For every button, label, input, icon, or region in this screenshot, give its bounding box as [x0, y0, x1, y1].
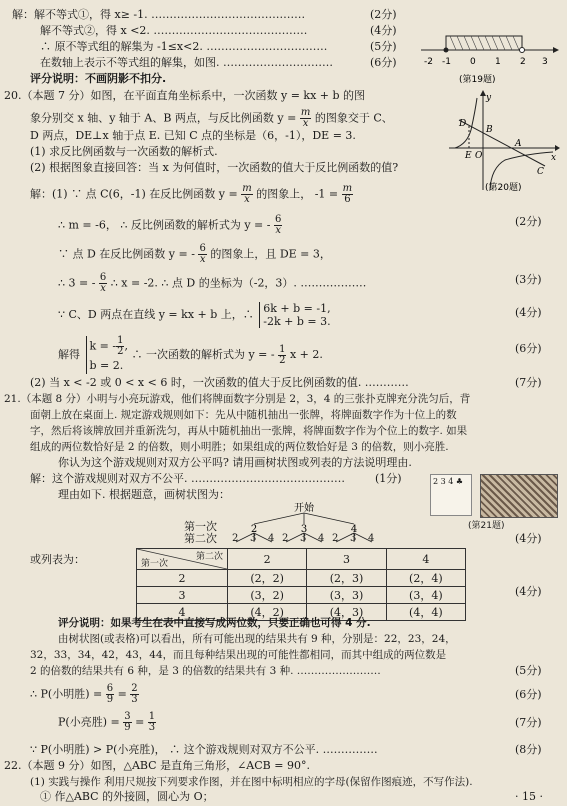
table-row-header: 2 — [137, 570, 228, 587]
probability-xiaoliang: P(小亮胜) = $\frac{3}{9}$ = $\frac{1}{3}$ — [58, 711, 156, 733]
question-22-line-3: ① 作△ABC 的外接圆，圆心为 O； — [40, 790, 214, 803]
score: (3分) — [515, 273, 542, 286]
point-label: D — [459, 119, 467, 129]
figure-caption: (第21题) — [468, 521, 505, 531]
score: (6分) — [370, 56, 397, 69]
point-label: B — [486, 125, 493, 135]
tick-label: -1 — [442, 57, 451, 67]
table-cell: (4，2) — [228, 604, 307, 621]
table-corner-top: 第二次 — [195, 552, 223, 562]
table-cell: (2，3) — [307, 570, 386, 587]
tree-row-label: 第二次 — [184, 532, 217, 545]
table-row — [137, 570, 466, 587]
score: (1分) — [375, 472, 402, 485]
tree-leaf: 4 — [318, 533, 325, 544]
score: (6分) — [515, 688, 542, 701]
solution-20-line-5: ∵ C、D 两点在直线 y = kx + b 上，∴ 6k + b = -1, -2k + b = 3. — [58, 302, 331, 328]
solution-21-conclusion: ∵ P(小明胜) > P(小亮胜)， ∴ 这个游戏规则对双方不公平. …………… — [30, 743, 378, 756]
solution-19-line-2: 解不等式②，得 x <2. …………………………………… — [40, 24, 308, 37]
score: (4分) — [370, 24, 397, 37]
question-21-line-2: 面朝上放在桌面上. 规定游戏规则如下：先从中随机抽出一张牌，将牌面数字作为十位上的数 — [30, 409, 457, 421]
table-cell: (2，2) — [228, 570, 307, 587]
table-cell: (2，4) — [386, 570, 465, 587]
score: (2分) — [515, 215, 542, 228]
tree-leaf: 2 — [232, 533, 239, 544]
tick-label: 0 — [470, 57, 476, 67]
table-header: 4 — [386, 549, 465, 570]
tree-leaf: 4 — [268, 533, 275, 544]
tree-root: 开始 — [294, 503, 314, 514]
tree-row-label: 第一次 — [184, 520, 217, 533]
question-20-part-1: (1) 求反比例函数与一次函数的解析式. — [30, 145, 218, 158]
question-21-line-5: 你认为这个游戏规则对双方公平吗? 请用画树状图或列表的方法说明理由. — [58, 456, 412, 469]
point-label: O — [475, 151, 483, 161]
figure-19-number-line — [415, 28, 560, 90]
table-row — [137, 587, 466, 604]
solution-20-part-2: (2) 当 x < -2 或 0 < x < 6 时，一次函数的值大于反比例函数的值. ………… — [30, 376, 409, 389]
solution-20-line-3: ∵ 点 D 在反比例函数 y = - $\frac{6}{x}$ 的图象上，且 DE = 3， — [58, 243, 331, 265]
point-label: C — [537, 167, 544, 177]
figure-21-cards — [428, 474, 560, 530]
tick-label: -2 — [424, 57, 433, 67]
solution-21-line-3: 由树状图(或表格)可以看出，所有可能出现的结果共有 9 种，分别是：22，23，24， — [58, 633, 456, 645]
scoring-note: 评分说明：如果考生在表中直接写成两位数，只要正确也可得 4 分. — [58, 617, 371, 629]
solution-21-list-intro: 或列表为： — [30, 553, 85, 566]
table-cell: (3，2) — [228, 587, 307, 604]
question-21-line-1: 21.（本题 8 分）小明与小亮玩游戏，他们将牌面数字分别是 2，3，4 的三张扑克牌充分洗匀后，背 — [4, 393, 471, 405]
solution-20-line-1: 解：(1) ∵ 点 C(6，-1) 在反比例函数 y = $\frac{m}{x}$ 的图象上， -1 = $\frac{m}{6}$ — [30, 183, 353, 205]
tree-leaf: 3 — [350, 533, 357, 544]
card-back — [480, 474, 558, 518]
tree-leaf: 4 — [368, 533, 375, 544]
table-row-header: 3 — [137, 587, 228, 604]
tree-node: 2 — [250, 524, 258, 535]
tick-label: 3 — [542, 57, 548, 67]
table-header: 3 — [307, 549, 386, 570]
tree-leaf: 2 — [332, 533, 339, 544]
tree-leaf: 3 — [300, 533, 307, 544]
question-20-line-2: 象分别交 x 轴、y 轴于 A、B 两点，与反比例函数 y = $\frac{m}{x}$ 的图象交于 C、 — [30, 107, 393, 129]
table-cell: (4，4) — [386, 604, 465, 621]
table-cell: (3，3) — [307, 587, 386, 604]
point-label: A — [515, 139, 522, 149]
outcome-table — [136, 548, 466, 621]
question-21-line-4: 组成的两位数恰好是 2 的倍数，则小明胜；如果组成的两位数恰好是 3 的倍数，则小亮胜. — [30, 441, 449, 453]
question-22-line-2: (1) 实践与操作 利用尺规按下列要求作图，并在图中标明相应的字母(保留作图痕迹，不写作法). — [30, 776, 473, 788]
axis-label-y: y — [486, 93, 492, 103]
solution-19-line-4: 在数轴上表示不等式组的解集，如图. ………………………… — [40, 56, 333, 69]
tick-label: 2 — [520, 57, 526, 67]
question-20-line-1: 20.（本题 7 分）如图，在平面直角坐标系中，一次函数 y = kx + b 的图 — [4, 89, 366, 102]
tree-node: 4 — [350, 524, 358, 535]
solution-21-line-2: 理由如下. 根据题意，画树状图为： — [58, 488, 230, 501]
solution-21-line-1: 解：这个游戏规则对双方不公平. …………………………………… — [30, 472, 345, 485]
scoring-note: 评分说明：不画阴影不扣分. — [30, 72, 167, 85]
question-20-part-2: (2) 根据图象直接回答：当 x 为何值时，一次函数的值大于反比例函数的值? — [30, 161, 399, 174]
tree-leaf: 2 — [282, 533, 289, 544]
figure-caption: (第20题) — [485, 183, 522, 193]
point-label: E — [465, 151, 472, 161]
figure-caption: (第19题) — [459, 75, 496, 85]
score: (4分) — [515, 585, 542, 598]
question-20-line-3: D 两点，DE⊥x 轴于点 E. 已知 C 点的坐标是（6，-1），DE = 3. — [30, 129, 356, 142]
probability-xiaoming: ∴ P(小明胜) = $\frac{6}{9}$ = $\frac{2}{3}$ — [30, 683, 138, 705]
score: (8分) — [515, 743, 542, 756]
score: (7分) — [515, 376, 542, 389]
table-corner — [137, 549, 228, 570]
score: (2分) — [370, 8, 397, 21]
score: (4分) — [515, 532, 542, 545]
solution-21-line-5: 2 的倍数的结果共有 6 种，是 3 的倍数的结果共有 3 种. …………………… — [30, 665, 381, 677]
solution-19-line-1: 解：解不等式①，得 x≥ -1. …………………………………… — [12, 8, 306, 21]
score: (6分) — [515, 342, 542, 355]
figure-20-graph — [445, 90, 560, 195]
score: (4分) — [515, 306, 542, 319]
solution-19-line-3: ∴ 原不等式组的解集为 -1≤x<2. …………………………… — [40, 40, 328, 53]
solution-21-line-4: 32，33，34，42，43，44，而且每种结果出现的可能性都相同，而其中组成的两位数是 — [30, 649, 447, 661]
score: (5分) — [515, 664, 542, 677]
card-front: 2 3 4 ♣ — [430, 474, 472, 516]
tree-node: 3 — [300, 524, 308, 535]
solution-20-line-4: ∴ 3 = - $\frac{6}{x}$ ∴ x = -2. ∴ 点 D 的坐标为（-2，3）. ……………… — [58, 272, 367, 294]
tick-label: 1 — [495, 57, 501, 67]
question-22-line-1: 22.（本题 9 分）如图，△ABC 是直角三角形，∠ACB = 90°. — [4, 759, 310, 772]
tree-leaf: 3 — [250, 533, 257, 544]
score: (5分) — [370, 40, 397, 53]
solution-20-line-6: 解得 k = - $\frac{1}{2}$ , b = 2. ∴ 一次函数的解析式为 y = - $\frac{1}{2}$ x + 2. — [58, 335, 323, 372]
score: (7分) — [515, 716, 542, 729]
question-21-line-3: 字，然后将该牌放回并重新洗匀，再从中随机抽出一张牌，将牌面数字作为个位上的数字. 如果 — [30, 425, 468, 437]
axis-label-x: x — [551, 153, 557, 163]
table-corner-bottom: 第一次 — [141, 559, 169, 569]
table-cell: (4，3) — [307, 604, 386, 621]
table-row-header: 4 — [137, 604, 228, 621]
page-number: · 15 · — [515, 790, 543, 803]
table-cell: (3，4) — [386, 587, 465, 604]
solution-20-line-2: ∴ m = -6， ∴ 反比例函数的解析式为 y = - $\frac{6}{x}$ — [58, 214, 282, 236]
table-header: 2 — [228, 549, 307, 570]
